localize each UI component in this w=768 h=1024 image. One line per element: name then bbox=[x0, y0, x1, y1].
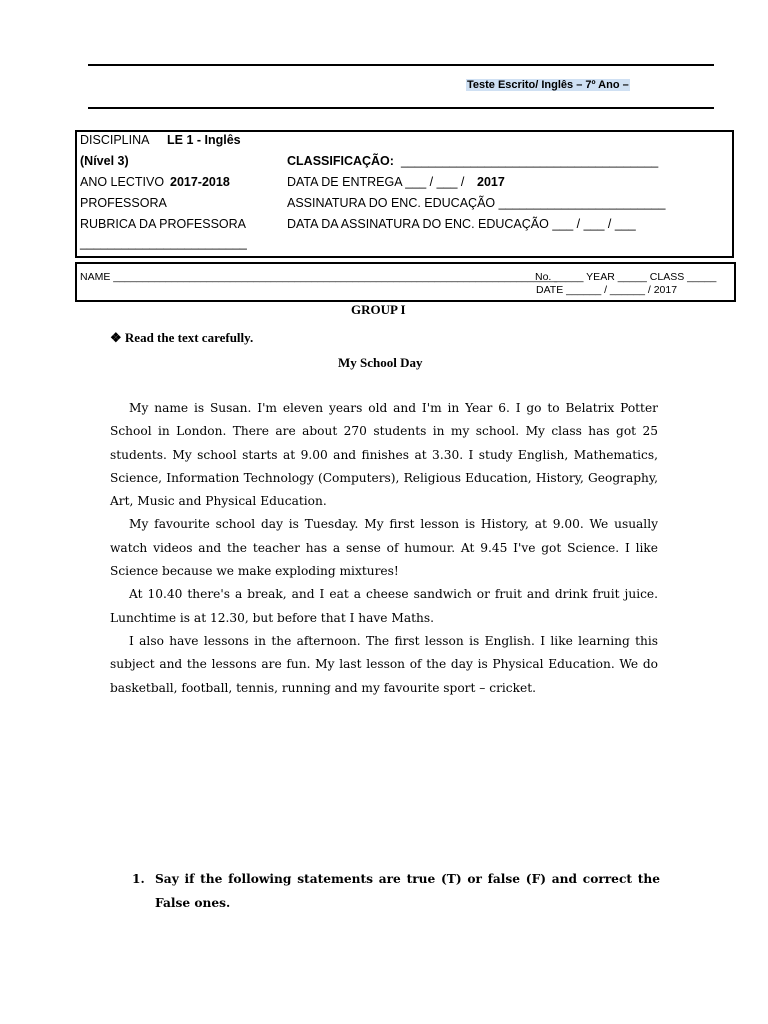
test-title: Teste Escrito/ Inglês – 7º Ano – bbox=[467, 79, 629, 91]
story-paragraph: My favourite school day is Tuesday. My first lesson is History, at 9.00. We usually watch videos and the teacher has a sense of humour. At 9.45 I've got Science. I like Science because we make exploding mixtures! bbox=[110, 517, 658, 579]
story-paragraph: At 10.40 there's a break, and I eat a cheese sandwich or fruit and drink fruit juice. Lunchtime is at 12.30, but before that I have Maths. bbox=[110, 587, 658, 625]
question-1-number: 1. bbox=[132, 872, 145, 886]
story-text bbox=[110, 397, 658, 700]
question-1-text: Say if the following statements are true (T) or false (F) and correct the False ones. bbox=[155, 872, 660, 910]
question-1 bbox=[132, 868, 660, 915]
story-paragraph: My name is Susan. I'm eleven years old and I'm in Year 6. I go to Belatrix Potter School in London. There are about 270 students in my school. My class has got 25 students. My school starts at 9.00 and finishes at 3.30. I study English, Mathematics, Science, Information Technology (Computers), Religious Education, History, Geography, Art, Music and Physical Education. bbox=[110, 401, 658, 509]
instruction bbox=[110, 330, 253, 346]
professora-label: PROFESSORA bbox=[80, 196, 167, 210]
ano-lectivo-label: ANO LECTIVO bbox=[80, 175, 165, 189]
classificacao-line: _____________________________________ bbox=[401, 154, 659, 168]
data-entrega-label: DATA DE ENTREGA ___ / ___ / bbox=[287, 175, 465, 189]
data-assinatura: DATA DA ASSINATURA DO ENC. EDUCAÇÃO ___ / ___ / ___ bbox=[287, 217, 636, 231]
name-field: NAME ____________________________________________________________________________ bbox=[80, 271, 558, 283]
ano-lectivo-value: 2017-2018 bbox=[170, 175, 230, 189]
nivel: (Nível 3) bbox=[80, 154, 129, 168]
group-title: GROUP I bbox=[351, 302, 406, 317]
disciplina-label: DISCIPLINA bbox=[80, 133, 150, 147]
story-title: My School Day bbox=[338, 355, 423, 370]
classificacao-label: CLASSIFICAÇÃO: bbox=[287, 154, 394, 168]
rubrica-label: RUBRICA DA PROFESSORA bbox=[80, 217, 247, 231]
diamond-bullet-icon: ❖ bbox=[110, 330, 122, 345]
top-rule bbox=[88, 64, 714, 66]
header-bottom-rule bbox=[88, 107, 714, 109]
assinatura-enc-educacao: ASSINATURA DO ENC. EDUCAÇÃO ________________________ bbox=[287, 196, 666, 210]
date-field: DATE ______ / ______ / 2017 bbox=[536, 284, 678, 296]
story-paragraph: I also have lessons in the afternoon. The first lesson is English. I like learning this subject and the lessons are fun. My last lesson of the day is Physical Education. We do basketball, football, tennis, running and my favourite sport – cricket. bbox=[110, 633, 658, 695]
disciplina-value: LE 1 - Inglês bbox=[167, 133, 241, 147]
data-entrega-year: 2017 bbox=[477, 175, 505, 189]
no-year-class-field: No. _____ YEAR _____ CLASS _____ bbox=[535, 271, 717, 283]
rubrica-line: ________________________ bbox=[80, 236, 247, 250]
instruction-text: Read the text carefully. bbox=[124, 330, 254, 345]
